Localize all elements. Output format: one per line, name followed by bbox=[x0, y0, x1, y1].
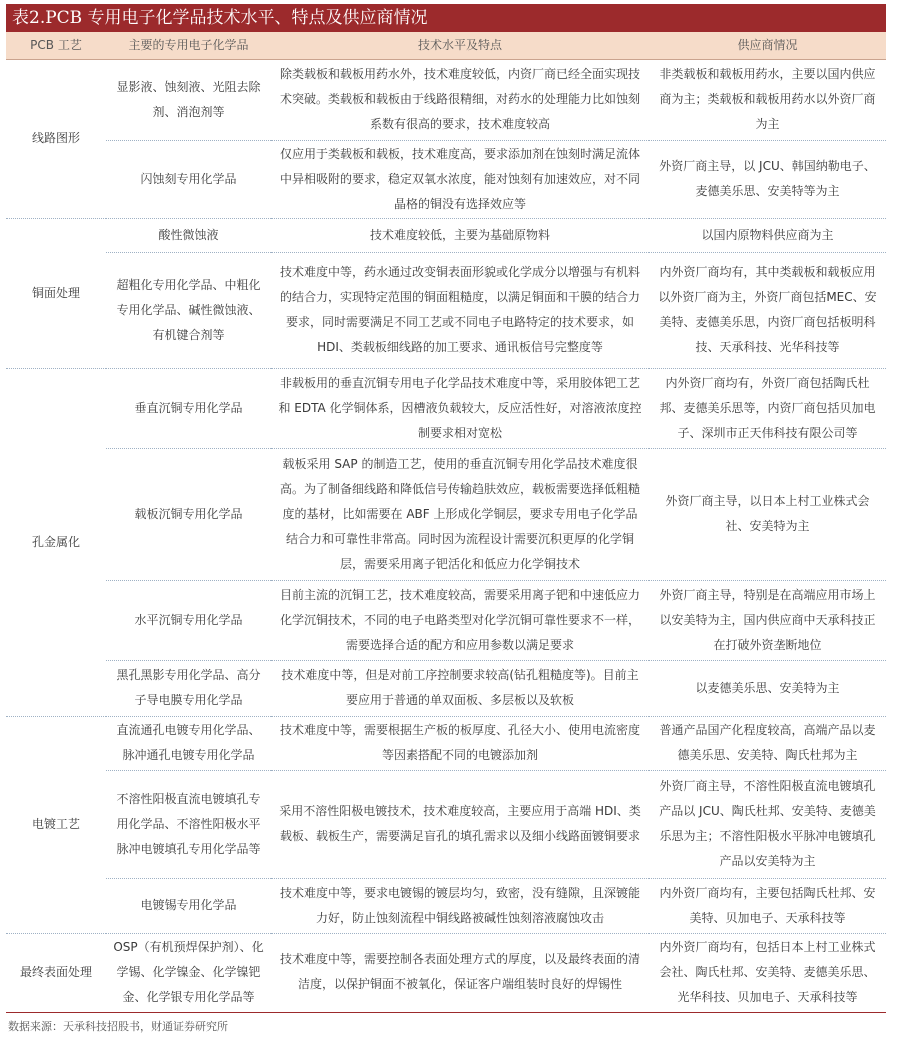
tech-cell: 技术难度中等，但是对前工序控制要求较高(钻孔粗糙度等)。目前主要应用于普通的单双面板、多层板以及软板 bbox=[271, 660, 649, 716]
tech-cell: 技术难度较低，主要为基础原物料 bbox=[271, 218, 649, 252]
process-cell: 最终表面处理 bbox=[19, 964, 92, 979]
chemical-cell: 直流通孔电镀专用化学品、脉冲通孔电镀专用化学品 bbox=[106, 716, 271, 770]
process-cell: 电镀工艺 bbox=[6, 716, 106, 933]
tech-cell: 技术难度中等，药水通过改变铜表面形貌或化学成分以增强与有机料的结合力，实现特定范围的铜面粗糙度，以满足铜面和干膜的结合力要求，同时需要满足不同工艺或不同电子电路特定的技术要求，如 HDI、类载板细线路的加工要求、通讯板信号完整度等 bbox=[271, 252, 649, 368]
header-chemicals: 主要的专用电子化学品 bbox=[128, 38, 249, 52]
source-note: 数据来源：天承科技招股书，财通证券研究所 bbox=[8, 1020, 228, 1033]
chemical-cell: 不溶性阳极直流电镀填孔专用化学品、不溶性阳极水平脉冲电镀填孔专用化学品等 bbox=[106, 770, 271, 878]
table-row bbox=[6, 218, 886, 252]
chemical-cell: 垂直沉铜专用化学品 bbox=[106, 368, 271, 448]
chemical-cell: 闪蚀刻专用化学品 bbox=[106, 140, 271, 218]
process-cell: 孔金属化 bbox=[6, 368, 106, 716]
supplier-cell: 外资厂商主导，以 JCU、韩国纳勒电子、麦德美乐思、安美特等为主 bbox=[649, 140, 886, 218]
process-cell: 铜面处理 bbox=[6, 218, 106, 368]
table-row bbox=[6, 580, 886, 660]
supplier-cell: 外资厂商主导，不溶性阳极直流电镀填孔产品以 JCU、陶氏杜邦、安美特、麦德美乐思为主；不溶性阳极水平脉冲电镀填孔产品以安美特为主 bbox=[649, 770, 886, 878]
header-supplier: 供应商情况 bbox=[737, 38, 798, 52]
supplier-cell: 普通产品国产化程度较高，高端产品以麦德美乐思、安美特、陶氏杜邦为主 bbox=[649, 716, 886, 770]
table-row bbox=[6, 368, 886, 448]
table-row bbox=[6, 878, 886, 933]
supplier-cell: 外资厂商主导，以日本上村工业株式会社、安美特为主 bbox=[649, 448, 886, 580]
tech-cell: 技术难度中等，需要控制各表面处理方式的厚度，以及最终表面的清洁度，以保护铜面不被氧化，保证客户端组装时良好的焊锡性 bbox=[279, 952, 640, 992]
table-row bbox=[6, 448, 886, 580]
supplier-cell: 外资厂商主导，特别是在高端应用市场上以安美特为主，国内供应商中天承科技正在打破外资垄断地位 bbox=[649, 580, 886, 660]
tech-cell: 非载板用的垂直沉铜专用电子化学品技术难度中等，采用胶体钯工艺和 EDTA 化学铜体系，因槽液负载较大，反应活性好，对溶液浓度控制要求相对宽松 bbox=[271, 368, 649, 448]
supplier-cell: 内外资厂商均有，主要包括陶氏杜邦、安美特、贝加电子、天承科技等 bbox=[649, 878, 886, 933]
supplier-cell: 以麦德美乐思、安美特为主 bbox=[649, 660, 886, 716]
tech-cell: 目前主流的沉铜工艺，技术难度较高，需要采用离子钯和中速低应力化学沉铜技术，不同的电子电路类型对化学沉铜可靠性要求不一样，需要选择合适的配方和应用参数以满足要求 bbox=[271, 580, 649, 660]
supplier-cell: 内外资厂商均有，外资厂商包括陶氏杜邦、麦德美乐思等，内资厂商包括贝加电子、深圳市正天伟科技有限公司等 bbox=[649, 368, 886, 448]
chemical-cell: 酸性微蚀液 bbox=[106, 218, 271, 252]
chemical-cell: 载板沉铜专用化学品 bbox=[106, 448, 271, 580]
supplier-cell: 非类载板和载板用药水，主要以国内供应商为主；类载板和载板用药水以外资厂商为主 bbox=[649, 60, 886, 140]
supplier-cell: 以国内原物料供应商为主 bbox=[649, 218, 886, 252]
chemical-cell: 水平沉铜专用化学品 bbox=[106, 580, 271, 660]
tech-cell: 采用不溶性阳极电镀技术，技术难度较高，主要应用于高端 HDI、类载板、载板生产，需要满足盲孔的填孔需求以及细小线路面镀铜要求 bbox=[271, 770, 649, 878]
chemical-cell: 显影液、蚀刻液、光阻去除剂、消泡剂等 bbox=[106, 60, 271, 140]
tech-cell: 技术难度中等，要求电镀锡的镀层均匀，致密，没有缝隙，且深镀能力好，防止蚀刻流程中铜线路被碱性蚀刻溶液腐蚀攻击 bbox=[271, 878, 649, 933]
table-row bbox=[6, 60, 886, 140]
data-table bbox=[6, 60, 886, 1011]
header-process: PCB 工艺 bbox=[30, 38, 82, 52]
chemical-cell: 电镀锡专用化学品 bbox=[106, 878, 271, 933]
supplier-cell: 内外资厂商均有，包括日本上村工业株式会社、陶氏杜邦、安美特、麦德美乐思、光华科技、贝加电子、天承科技等 bbox=[659, 939, 876, 1004]
tech-cell: 除类载板和载板用药水外，技术难度较低，内资厂商已经全面实现技术突破。类载板和载板由于线路很精细，对药水的处理能力比如蚀刻系数有很高的要求，技术难度较高 bbox=[271, 60, 649, 140]
supplier-cell: 内外资厂商均有，其中类载板和载板应用以外资厂商为主，外资厂商包括MEC、安美特、麦德美乐思，内资厂商包括板明科技、天承科技、光华科技等 bbox=[649, 252, 886, 368]
table-row bbox=[6, 933, 886, 1011]
process-cell: 线路图形 bbox=[6, 60, 106, 218]
table-row bbox=[6, 660, 886, 716]
table-row bbox=[6, 252, 886, 368]
table-row bbox=[6, 770, 886, 878]
table-title: 表2.PCB 专用电子化学品技术水平、特点及供应商情况 bbox=[6, 4, 886, 32]
chemical-cell: 超粗化专用化学品、中粗化专用化学品、碱性微蚀液、有机键合剂等 bbox=[106, 252, 271, 368]
tech-cell: 技术难度中等，需要根据生产板的板厚度、孔径大小、使用电流密度等因素搭配不同的电镀添加剂 bbox=[271, 716, 649, 770]
header-tech: 技术水平及特点 bbox=[417, 38, 502, 52]
bottom-rule bbox=[6, 1012, 886, 1013]
tech-cell: 载板采用 SAP 的制造工艺，使用的垂直沉铜专用化学品技术难度很高。为了制备细线路和降低信号传输趋肤效应，载板需要选择低粗糙度的基材，比如需要在 ABF 上形成化学铜层，要求专用电子化学品结合力和可靠性非常高。同时因为流程设计需要沉积更厚的化学铜层，需要采用离子钯活化和低应力化学铜技术 bbox=[271, 448, 649, 580]
table-row bbox=[6, 140, 886, 218]
chemical-cell: OSP（有机预焊保护剂）、化学锡、化学镍金、化学镍钯金、化学银专用化学品等 bbox=[113, 939, 264, 1004]
table-header bbox=[6, 32, 886, 60]
tech-cell: 仅应用于类载板和载板，技术难度高，要求添加剂在蚀刻时满足流体中异相吸附的要求，稳定双氧水浓度，能对蚀刻有加速效应，对不同晶格的铜没有选择效应等 bbox=[271, 140, 649, 218]
chemical-cell: 黑孔黑影专用化学品、高分子导电膜专用化学品 bbox=[106, 660, 271, 716]
table-row bbox=[6, 716, 886, 770]
